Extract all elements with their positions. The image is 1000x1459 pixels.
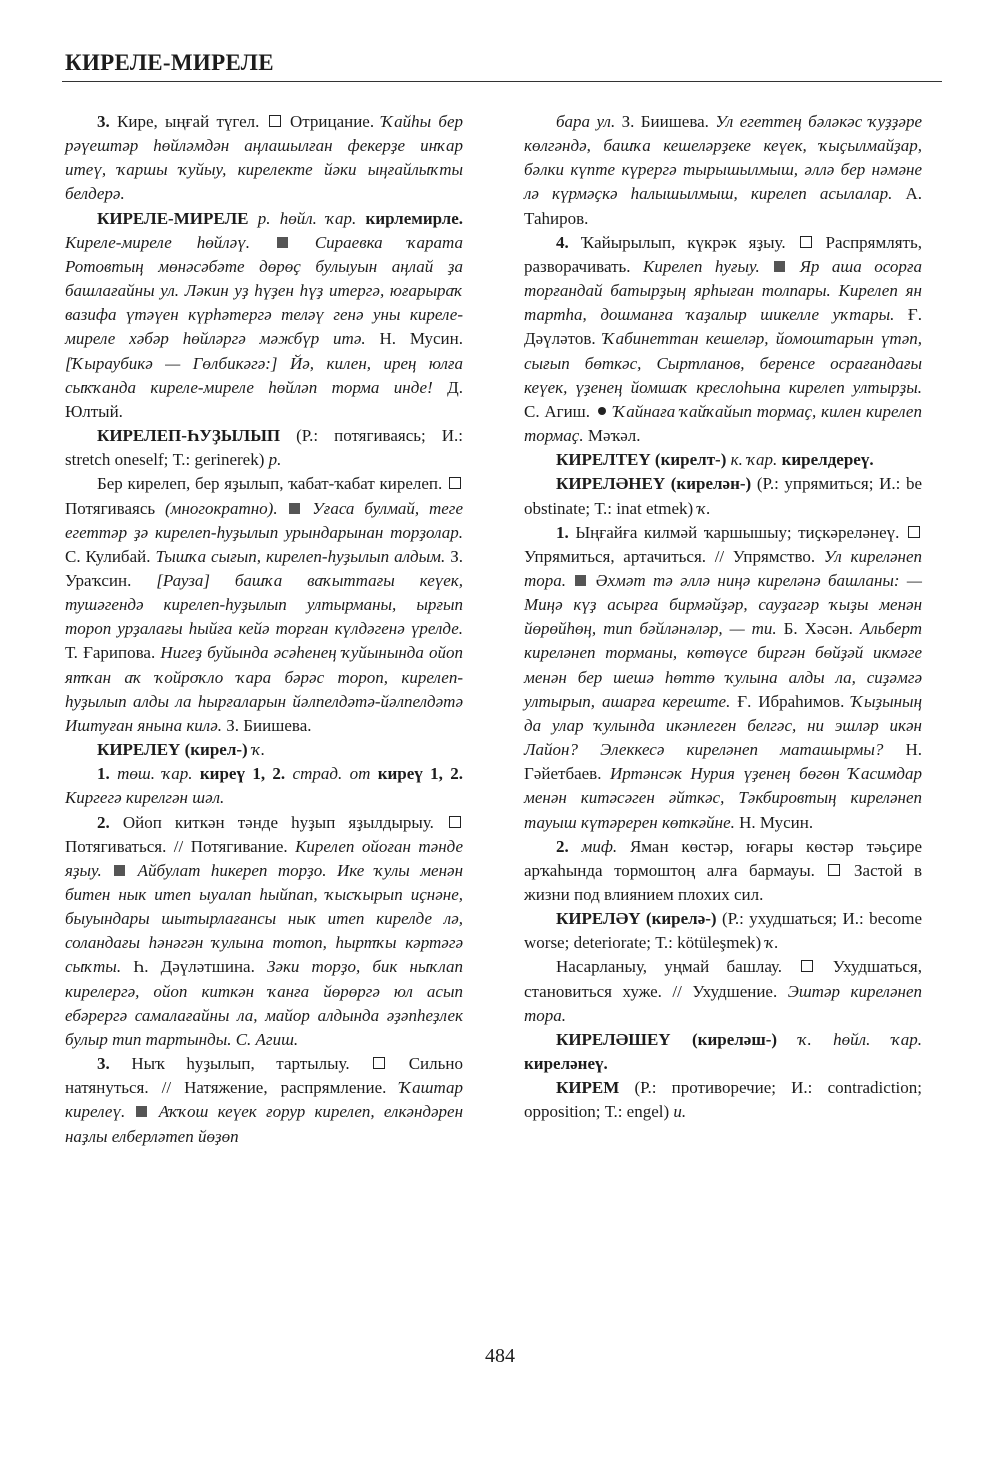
example-marker-icon (114, 865, 125, 876)
italic-text: (многократно). (164, 498, 278, 518)
text-run: Ғ. Ибраһимов. (730, 691, 852, 711)
dictionary-paragraph (524, 835, 922, 907)
text-run: Сильно натянуться. // Натяжение, распрямление. (65, 1054, 463, 1098)
dictionary-paragraph (65, 1052, 463, 1149)
entry-headword: КИРЕЛӘҮ (556, 909, 641, 929)
example-marker-icon (136, 1106, 147, 1117)
italic-text: страд. от (292, 764, 378, 784)
bold-text: (кирелә-) (640, 909, 722, 929)
bold-text: 2. (556, 836, 582, 856)
dictionary-paragraph (524, 231, 922, 448)
italic-text: ҡ. (251, 740, 266, 760)
italic-text: Ул киреләнеп тора. (524, 546, 923, 590)
text-run: Ыңғайға килмәй ҡаршышыу; тиҫкәреләнеү. (575, 522, 906, 542)
italic-text: р. һөйл. ҡар. (248, 208, 366, 228)
entry-headword: КИРЕЛЕ-МИРЕЛЕ (97, 208, 249, 228)
left-column (65, 110, 463, 1149)
italic-text: Киреле-миреле һөйләү. (65, 232, 250, 252)
text-run: Бер кирелеп, бер яҙылып, ҡабат-ҡабат кирелеп. (97, 474, 447, 494)
text-run: Ухудшаться, становиться хуже. // Ухудшение. (524, 957, 923, 1001)
dictionary-paragraph (65, 472, 463, 738)
entry-headword: КИРЕЛТЕҮ (556, 450, 651, 470)
text-run: Насарланыу, уңмай башлау. (556, 957, 800, 977)
text-run: З. Биишева. (222, 715, 312, 735)
bold-text: киреү 1, 2. (377, 764, 463, 784)
dictionary-paragraph (524, 521, 922, 835)
italic-text: Ҡайһы бер рәүештәр һөйләмдән аңлашылған фекерҙе инҡар итеү, ҡаршы ҡуйыу, кирелекте йәки ыңғайлыҡты белдерә. (65, 112, 464, 204)
text-run: Упрямиться, артачиться. // Упрямство. (524, 546, 824, 566)
italic-text: ҡ. (765, 933, 779, 953)
italic-text: миф. (581, 836, 618, 856)
italic-text: Кирелеп һуғыу. (643, 256, 760, 276)
italic-text: [Ҡыраубикә — Гөлбикәгә:] Йә, килен, ирең юлға сыҡҡанда киреле-миреле һөйләп торма инде! (65, 353, 463, 397)
italic-text: Альберт киреләнеп торманы, көтөүсе биргән бөйҙәй икмәге менән бер шешә һөттө ҡулына алды ла, сиҙәмгә ултырып, ашарға кереште. (524, 619, 922, 711)
entry-headword: КИРЕЛЕП-ҺУҘЫЛЫП (97, 426, 281, 446)
italic-text: Нигеҙ буйында әсәһенең ҡуйынында ойоп ятҡан аҡ ҡойроҡло ҡара бәрәс тороп, кирелеп-һуҙылып алды ла һырғаларын йәлпелдәтә-йәлпелдәтә Иштуған янына килә. (65, 643, 463, 735)
text-run: (Р.: потягиваясь; И.: stretch oneself; Т.: gerinerek) (65, 426, 463, 470)
italic-text: бара ул. (556, 112, 616, 131)
text-run (125, 1102, 134, 1121)
dictionary-paragraph (65, 110, 463, 207)
bold-text: киреләнеү. (524, 1054, 608, 1074)
text-run: Яман көстәр, юғары көстәр тәьҫире арҡаһында тормоштоң алға бармауы. (524, 836, 922, 880)
italic-text: Ҡабинеттан кешеләр, йомоштарын үтәп, сығып бөткәс, Сыртланов, беренсе осрағандағы кеүек, үҙенең йомшаҡ креслоһына кирелеп ултырҙы. (524, 329, 922, 397)
bold-text: кирлемирле. (365, 208, 463, 228)
italic-text: р. (268, 450, 282, 470)
italic-text: төш. ҡар. (117, 764, 200, 784)
dictionary-paragraph (65, 424, 463, 472)
italic-text: Яр аша осорға торғандай батырҙың ярһыған толпары. Кирелеп ян тартһа, дошманға ҡаҙалыр шикелле уҡтары. (524, 256, 923, 325)
header-rule (62, 81, 942, 82)
proverb-marker-icon (598, 407, 606, 415)
text-run: Застой в жизни под влиянием плохих сил. (524, 860, 922, 904)
bold-text: 1. (556, 522, 576, 542)
italic-text: Ҡайнаға ҡайҡайып тормаҫ, килен кирелеп тормаҫ. (524, 401, 922, 446)
text-run: Ойоп киткән тәнде һуҙып яҙылдырыу. (122, 812, 447, 832)
italic-text: и. (673, 1102, 687, 1122)
translation-marker-icon (373, 1057, 385, 1069)
running-head: КИРЕЛЕ-МИРЕЛЕ (65, 50, 274, 75)
text-run: Потягиваться. // Потягивание. (65, 836, 296, 856)
dictionary-paragraph (524, 1076, 922, 1124)
text-run: Распрямлять, разворачивать. (524, 232, 922, 276)
translation-marker-icon (801, 960, 813, 972)
italic-text: Сираевка ҡарата Ротовтың мөнәсәбәте дөрөҫ булыуын аңлай ҙа башлағайны ул. Ләкин уҙ һүҙен һүҙ итергә, юғарыраҡ вазифа үтәүен күрһәтергә теләү генә уны киреле-миреле хәбәр һөйләргә мәжбүр итә. (65, 232, 463, 349)
italic-text: ҡ. һөйл. ҡар. (798, 1029, 923, 1049)
text-run: С. Агиш. (524, 401, 595, 421)
italic-text: Әхмәт тә әллә ниңә киреләнә башланы: — Миңә күҙ асырға бирмәйҙәр, сауҙагәр ҡыҙы менән йөрөйһөң, тип бәйләнәләр, — ти. (524, 570, 923, 639)
dictionary-paragraph (524, 472, 922, 520)
text-run (278, 499, 288, 518)
italic-text: Эштәр киреләнеп тора. (524, 981, 922, 1025)
bold-text: (кирелән-) (665, 474, 757, 494)
text-run: Отрицание. (282, 112, 382, 131)
text-run: С. Кулибай. (65, 546, 156, 566)
bold-text: (киреләш-) (670, 1029, 799, 1049)
bold-text: 3. (97, 112, 118, 131)
text-run: (Р.: упрямиться; И.: be obstinate; Т.: inat etmek) (524, 474, 922, 518)
example-marker-icon (575, 575, 586, 586)
translation-marker-icon (800, 236, 812, 248)
bold-text: 3. (97, 1054, 132, 1074)
text-run: З. Ураҡсин. (65, 546, 463, 590)
italic-text: Тышҡа сығып, кирелеп-һуҙылып алдым. (155, 546, 446, 566)
text-run: Мәҡәл. (583, 426, 641, 446)
italic-text: Уғаса булмай, теге егеттәр ҙә кирелеп-һуҙылып урындарынан торҙолар. (65, 498, 463, 542)
text-run: З. Биишева. (615, 112, 716, 131)
bold-text: 1. (97, 764, 118, 784)
text-run: (Р.: ухудшаться; И.: become worse; deteriorate; Т.: kötüleşmek) (524, 909, 922, 953)
italic-text: ҡ. (697, 498, 711, 518)
translation-marker-icon (449, 816, 461, 828)
text-run: А. Таһиров. (524, 184, 922, 228)
bold-text: кирелдереү. (781, 450, 874, 470)
example-marker-icon (289, 503, 300, 514)
text-run: Д. Юлтый. (65, 377, 463, 421)
dictionary-paragraph (65, 762, 463, 810)
text-run: Н. Мусин. (734, 812, 814, 832)
italic-text: Айбулат һикереп торҙо. Ике ҡулы менән битен нык итеп ыуалап һыйпап, ҡысҡырып иҫнәне, быуындары шытырлағансы нык итеп кирелде лә, соландағы һәнәгән ҡулына тотоп, һыртҡы кәртәгә сыҡты. (65, 860, 463, 977)
dictionary-paragraph (65, 811, 463, 1053)
bold-text: (кирелт-) (650, 450, 731, 470)
text-run (250, 233, 275, 252)
dictionary-paragraph (524, 448, 922, 472)
translation-marker-icon (828, 864, 840, 876)
entry-headword: КИРЕЛӘШЕҮ (556, 1029, 671, 1049)
dictionary-paragraph (524, 907, 922, 955)
page-number: 484 (485, 1345, 515, 1367)
translation-marker-icon (449, 477, 461, 489)
italic-text: к. ҡар. (730, 450, 782, 470)
entry-headword: КИРЕЛӘНЕҮ (556, 474, 666, 494)
bold-text: киреү 1, 2. (199, 764, 293, 784)
example-marker-icon (277, 237, 288, 248)
text-run: Ғ. Дәүләтов. (524, 305, 922, 349)
entry-headword: КИРЕЛЕҮ (97, 740, 181, 760)
bold-text: 4. (556, 232, 581, 252)
italic-text: Ҡыҙының да улар ҡулында икәнлеген белгәс, ни эшләр икән Лайон? Элеккесә киреләнеп маташырмы? (524, 691, 922, 760)
dictionary-paragraph (65, 207, 463, 424)
text-run: Н. Гәйетбаев. (524, 740, 922, 784)
italic-text: Кирелеп ойоған тәнде яҙыу. (65, 836, 464, 880)
translation-marker-icon (908, 526, 920, 538)
entry-headword: КИРЕМ (556, 1078, 620, 1098)
right-column (524, 110, 922, 1125)
bold-text: 2. (97, 812, 123, 832)
italic-text: [Рауза] башҡа ваҡыттағы кеүек, тушәгендә кирелеп-һуҙылып ултырманы, ырғып тороп урҙалағы һыйға кейә торған күлдәгенә үрелде. (65, 570, 464, 639)
text-run (102, 861, 112, 880)
italic-text: Ҡаштар кирелеү. (65, 1078, 463, 1122)
dictionary-paragraph (524, 955, 922, 1027)
text-run: Б. Хәсән. (776, 619, 860, 639)
italic-text: Ул егеттең бәләкәс ҡуҙҙәре көлгәндә, башҡа кешеләрҙеке кеүек, ҡыҫылмайҙар, бәлки күпте күрергә тырышылмыш, әллә бер нәмәне лә күрмәҫкә һалышылмыш, кирелеп асылалар. (524, 112, 922, 204)
text-run: Ныҡ һуҙылып, тартылыу. (131, 1054, 372, 1074)
dictionary-paragraph (524, 110, 922, 231)
text-run (566, 571, 573, 590)
text-run: (Р.: противоречие; И.: contradiction; opposition; Т.: engel) (524, 1078, 922, 1122)
italic-text: Киргегә кирелгән шәл. (65, 788, 225, 808)
text-run: Потягиваясь (65, 498, 165, 518)
text-run (760, 257, 773, 276)
text-run: Н. Мусин. (365, 329, 464, 349)
dictionary-paragraph (524, 1028, 922, 1076)
text-run: Кире, ыңғай түгел. (117, 112, 267, 131)
italic-text: Зәки торҙо, бик ныҡлап кирелергә, ойоп киткән ҡанға йөрөргә юл асып ебәрергә самалағайны ла, майор алдында әҙәпһеҙлек булыр тип тартынды. С. Агиш. (65, 957, 464, 1049)
italic-text: Иртәнсәк Нурия үҙенең бөгөн Ҡасимдар менән китәсәген әйткәс, Тәкбировтың киреләнеп тауыш күтәререн көткәйне. (524, 764, 922, 832)
bold-text: (кирел-) (180, 740, 252, 760)
translation-marker-icon (269, 115, 281, 127)
text-run: Ҡайырылып, күкрәк яҙыу. (580, 232, 798, 252)
text-run: Һ. Дәүләтшина. (121, 957, 267, 977)
dictionary-paragraph (65, 738, 463, 762)
text-run: Т. Ғарипова. (65, 643, 161, 663)
example-marker-icon (774, 261, 785, 272)
italic-text: Аҡҡош кеүек ғорур кирелеп, елкәндәрен наҙлы елберләтеп йөҙөп (65, 1102, 464, 1146)
